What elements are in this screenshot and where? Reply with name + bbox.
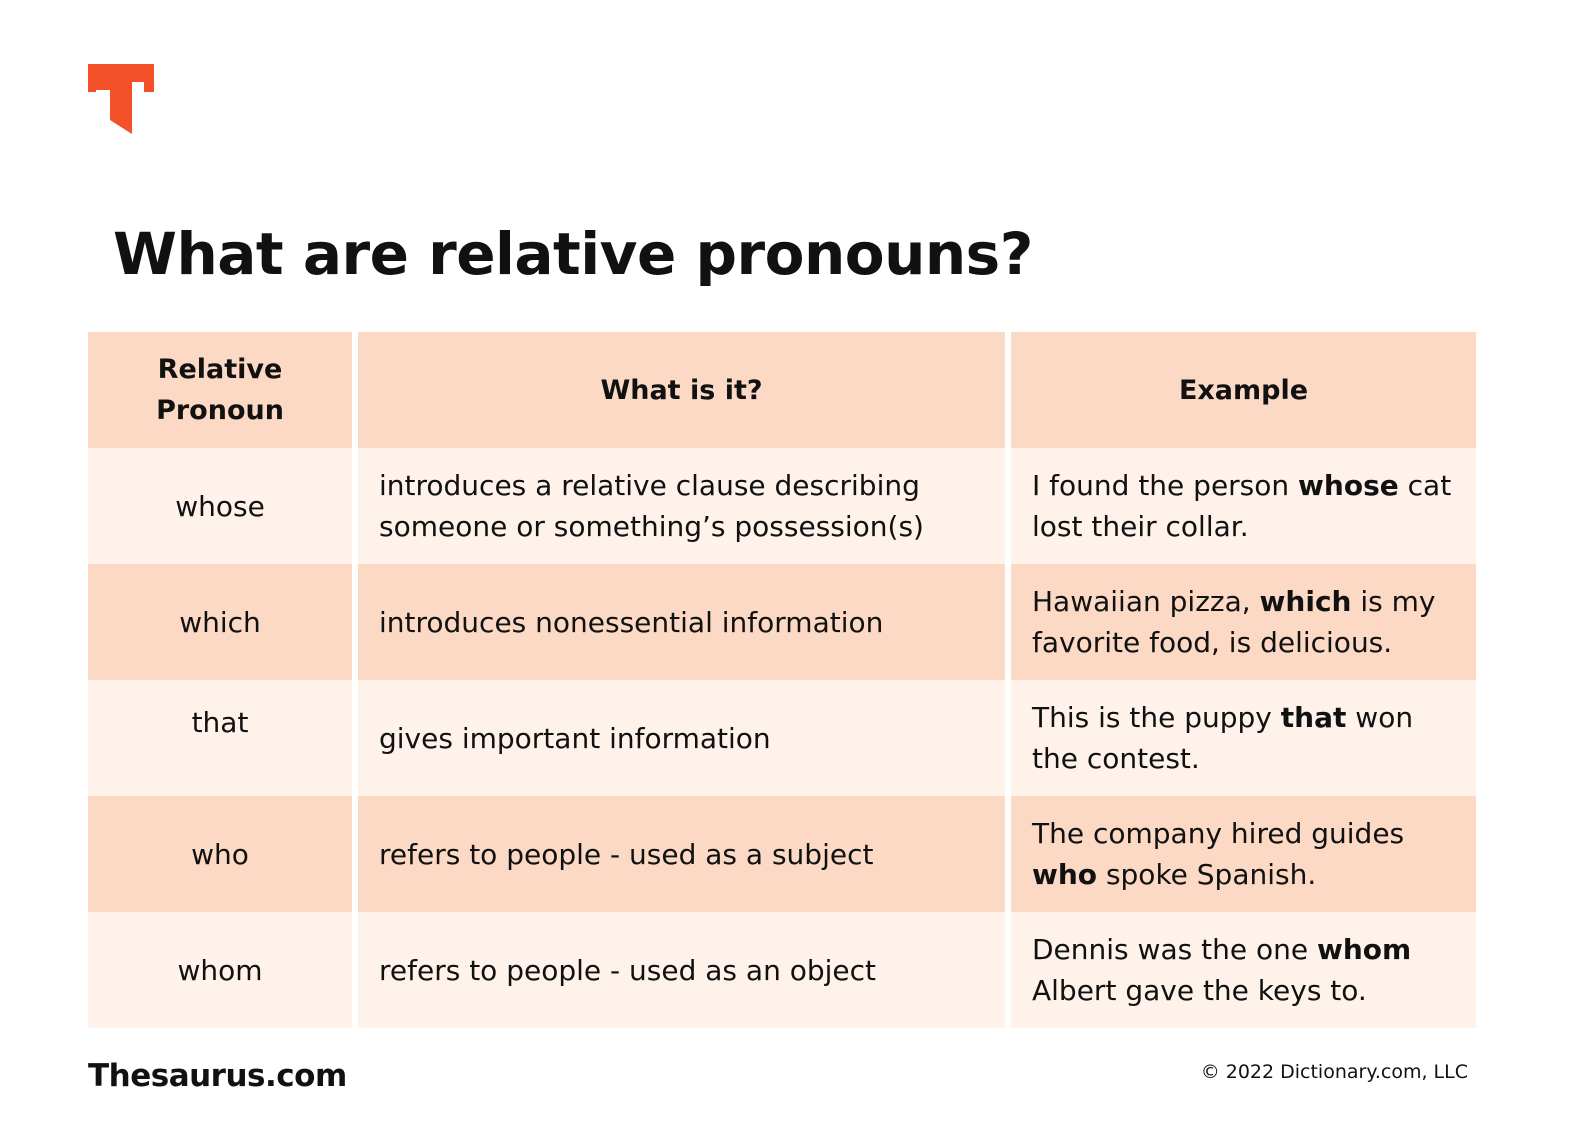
page-title: What are relative pronouns?	[113, 220, 1033, 288]
table-row-pronoun: which	[88, 564, 352, 680]
table-row-definition: introduces a relative clause describing someone or something’s possession(s)	[358, 448, 1005, 564]
header-example: Example	[1011, 332, 1476, 448]
table-row-pronoun: who	[88, 796, 352, 912]
table-row-example: Dennis was the one whom Albert gave the keys to.	[1011, 912, 1476, 1028]
table-row-definition: introduces nonessential information	[358, 564, 1005, 680]
table-row-pronoun: that	[88, 680, 352, 796]
table-row-definition: refers to people - used as a subject	[358, 796, 1005, 912]
header-relative-pronoun: Relative Pronoun	[88, 332, 352, 448]
table-row-example: The company hired guides who spoke Spanish.	[1011, 796, 1476, 912]
copyright-notice: © 2022 Dictionary.com, LLC	[1200, 1061, 1468, 1083]
header-what-is-it: What is it?	[358, 332, 1005, 448]
table-row-example: I found the person whose cat lost their collar.	[1011, 448, 1476, 564]
table-row-example: Hawaiian pizza, which is my favorite food, is delicious.	[1011, 564, 1476, 680]
table-row-pronoun: whose	[88, 448, 352, 564]
relative-pronouns-table	[88, 332, 1476, 1028]
table-row-example: This is the puppy that won the contest.	[1011, 680, 1476, 796]
table-row-definition: gives important information	[358, 680, 1005, 796]
table-row-pronoun: whom	[88, 912, 352, 1028]
table-row-definition: refers to people - used as an object	[358, 912, 1005, 1028]
thesaurus-logo-icon	[88, 64, 154, 134]
brand-wordmark: Thesaurus.com	[88, 1058, 347, 1094]
